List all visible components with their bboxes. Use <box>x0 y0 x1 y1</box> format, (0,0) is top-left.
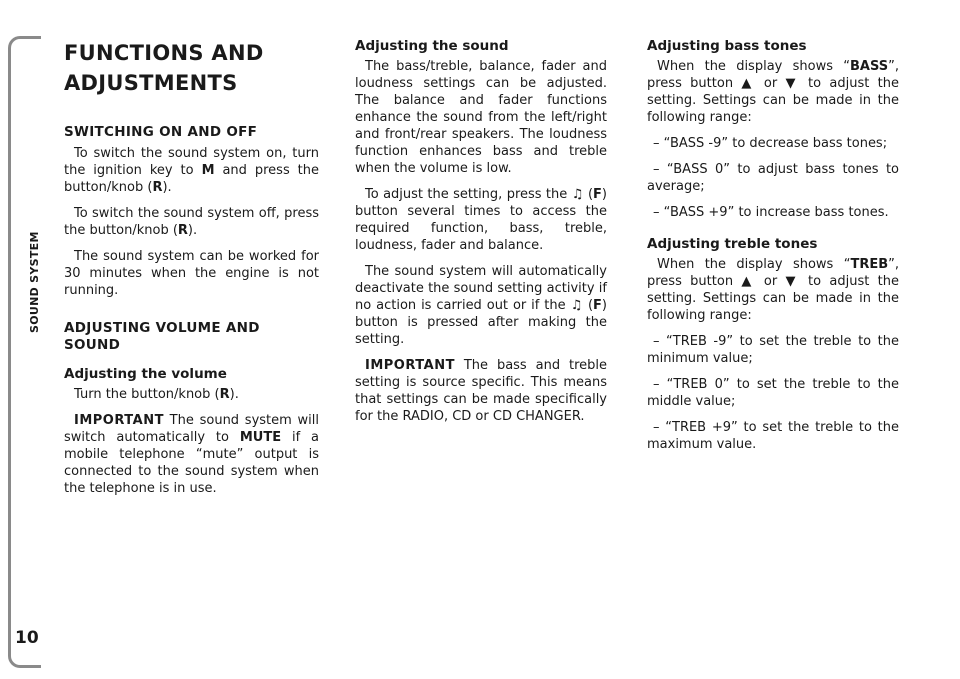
list-item: – “TREB +9” to set the treble to the maximum value. <box>647 420 899 452</box>
paragraph-engine-off: The sound system can be worked for 30 minutes when the engine is not running. <box>64 249 319 298</box>
paragraph-switch-off: To switch the sound system off, press the button/knob (R). <box>64 206 319 238</box>
paragraph-treble: When the display shows “TREB”, press button ▲ or ▼ to adjust the setting. Settings can be made in the following range: <box>647 257 899 323</box>
heading-switching: SWITCHING ON AND OFF <box>64 124 258 140</box>
subheading-sound: Adjusting the sound <box>355 38 509 54</box>
list-item: – “BASS 0” to adjust bass tones to average; <box>647 162 899 194</box>
music-note-icon: ♫ <box>571 187 584 202</box>
heading-volume-sound: ADJUSTING VOLUME AND SOUND <box>64 320 260 353</box>
title-line-2: ADJUSTMENTS <box>64 71 238 95</box>
subheading-volume: Adjusting the volume <box>64 366 227 382</box>
title-line-1: FUNCTIONS AND <box>64 41 264 65</box>
page-title <box>64 38 319 98</box>
up-arrow-icon: ▲ <box>741 76 756 91</box>
list-item: – “TREB -9” to set the treble to the minimum value; <box>647 334 899 366</box>
subheading-treble: Adjusting treble tones <box>647 236 818 252</box>
paragraph-mute: IMPORTANT The sound system will switch automatically to MUTE if a mobile telephone “mute” output is connected to the sound system when the telephone is in use. <box>64 413 319 496</box>
list-item: – “TREB 0” to set the treble to the middle value; <box>647 377 899 409</box>
music-note-icon: ♫ <box>570 298 584 313</box>
list-item: – “BASS +9” to increase bass tones. <box>653 205 889 220</box>
paragraph-volume: Turn the button/knob (R). <box>74 387 239 402</box>
column-3 <box>647 38 899 462</box>
list-item: – “BASS -9” to decrease bass tones; <box>653 136 888 151</box>
paragraph-sound-settings: The bass/treble, balance, fader and loudness settings can be adjusted. The balance and fader functions enhance the sound from the left/right and front/rear speakers. The loudness function enhances bass and treble when the volume is low. <box>355 59 607 176</box>
down-arrow-icon: ▼ <box>785 76 800 91</box>
paragraph-source-specific: IMPORTANT The bass and treble setting is source specific. This means that settings can be made specifically for the RADIO, CD or CD CHANGER. <box>355 358 607 424</box>
page-number: 10 <box>15 628 39 648</box>
paragraph-switch-on: To switch the sound system on, turn the ignition key to M and press the button/knob (R). <box>64 146 319 195</box>
column-2 <box>355 38 607 434</box>
section-label: SOUND SYSTEM <box>28 231 41 333</box>
down-arrow-icon: ▼ <box>785 274 800 289</box>
column-1 <box>64 38 319 506</box>
paragraph-adjust: To adjust the setting, press the ♫ (F) button several times to access the required function, bass, treble, loudness, fader and balance. <box>355 187 607 253</box>
side-bracket <box>8 36 41 668</box>
paragraph-deactivate: The sound system will automatically deactivate the sound setting activity if no action is carried out or if the ♫ (F) button is pressed after making the setting. <box>355 264 607 347</box>
paragraph-bass: When the display shows “BASS”, press button ▲ or ▼ to adjust the setting. Settings can be made in the following range: <box>647 59 899 125</box>
subheading-bass: Adjusting bass tones <box>647 38 807 54</box>
up-arrow-icon: ▲ <box>741 274 756 289</box>
